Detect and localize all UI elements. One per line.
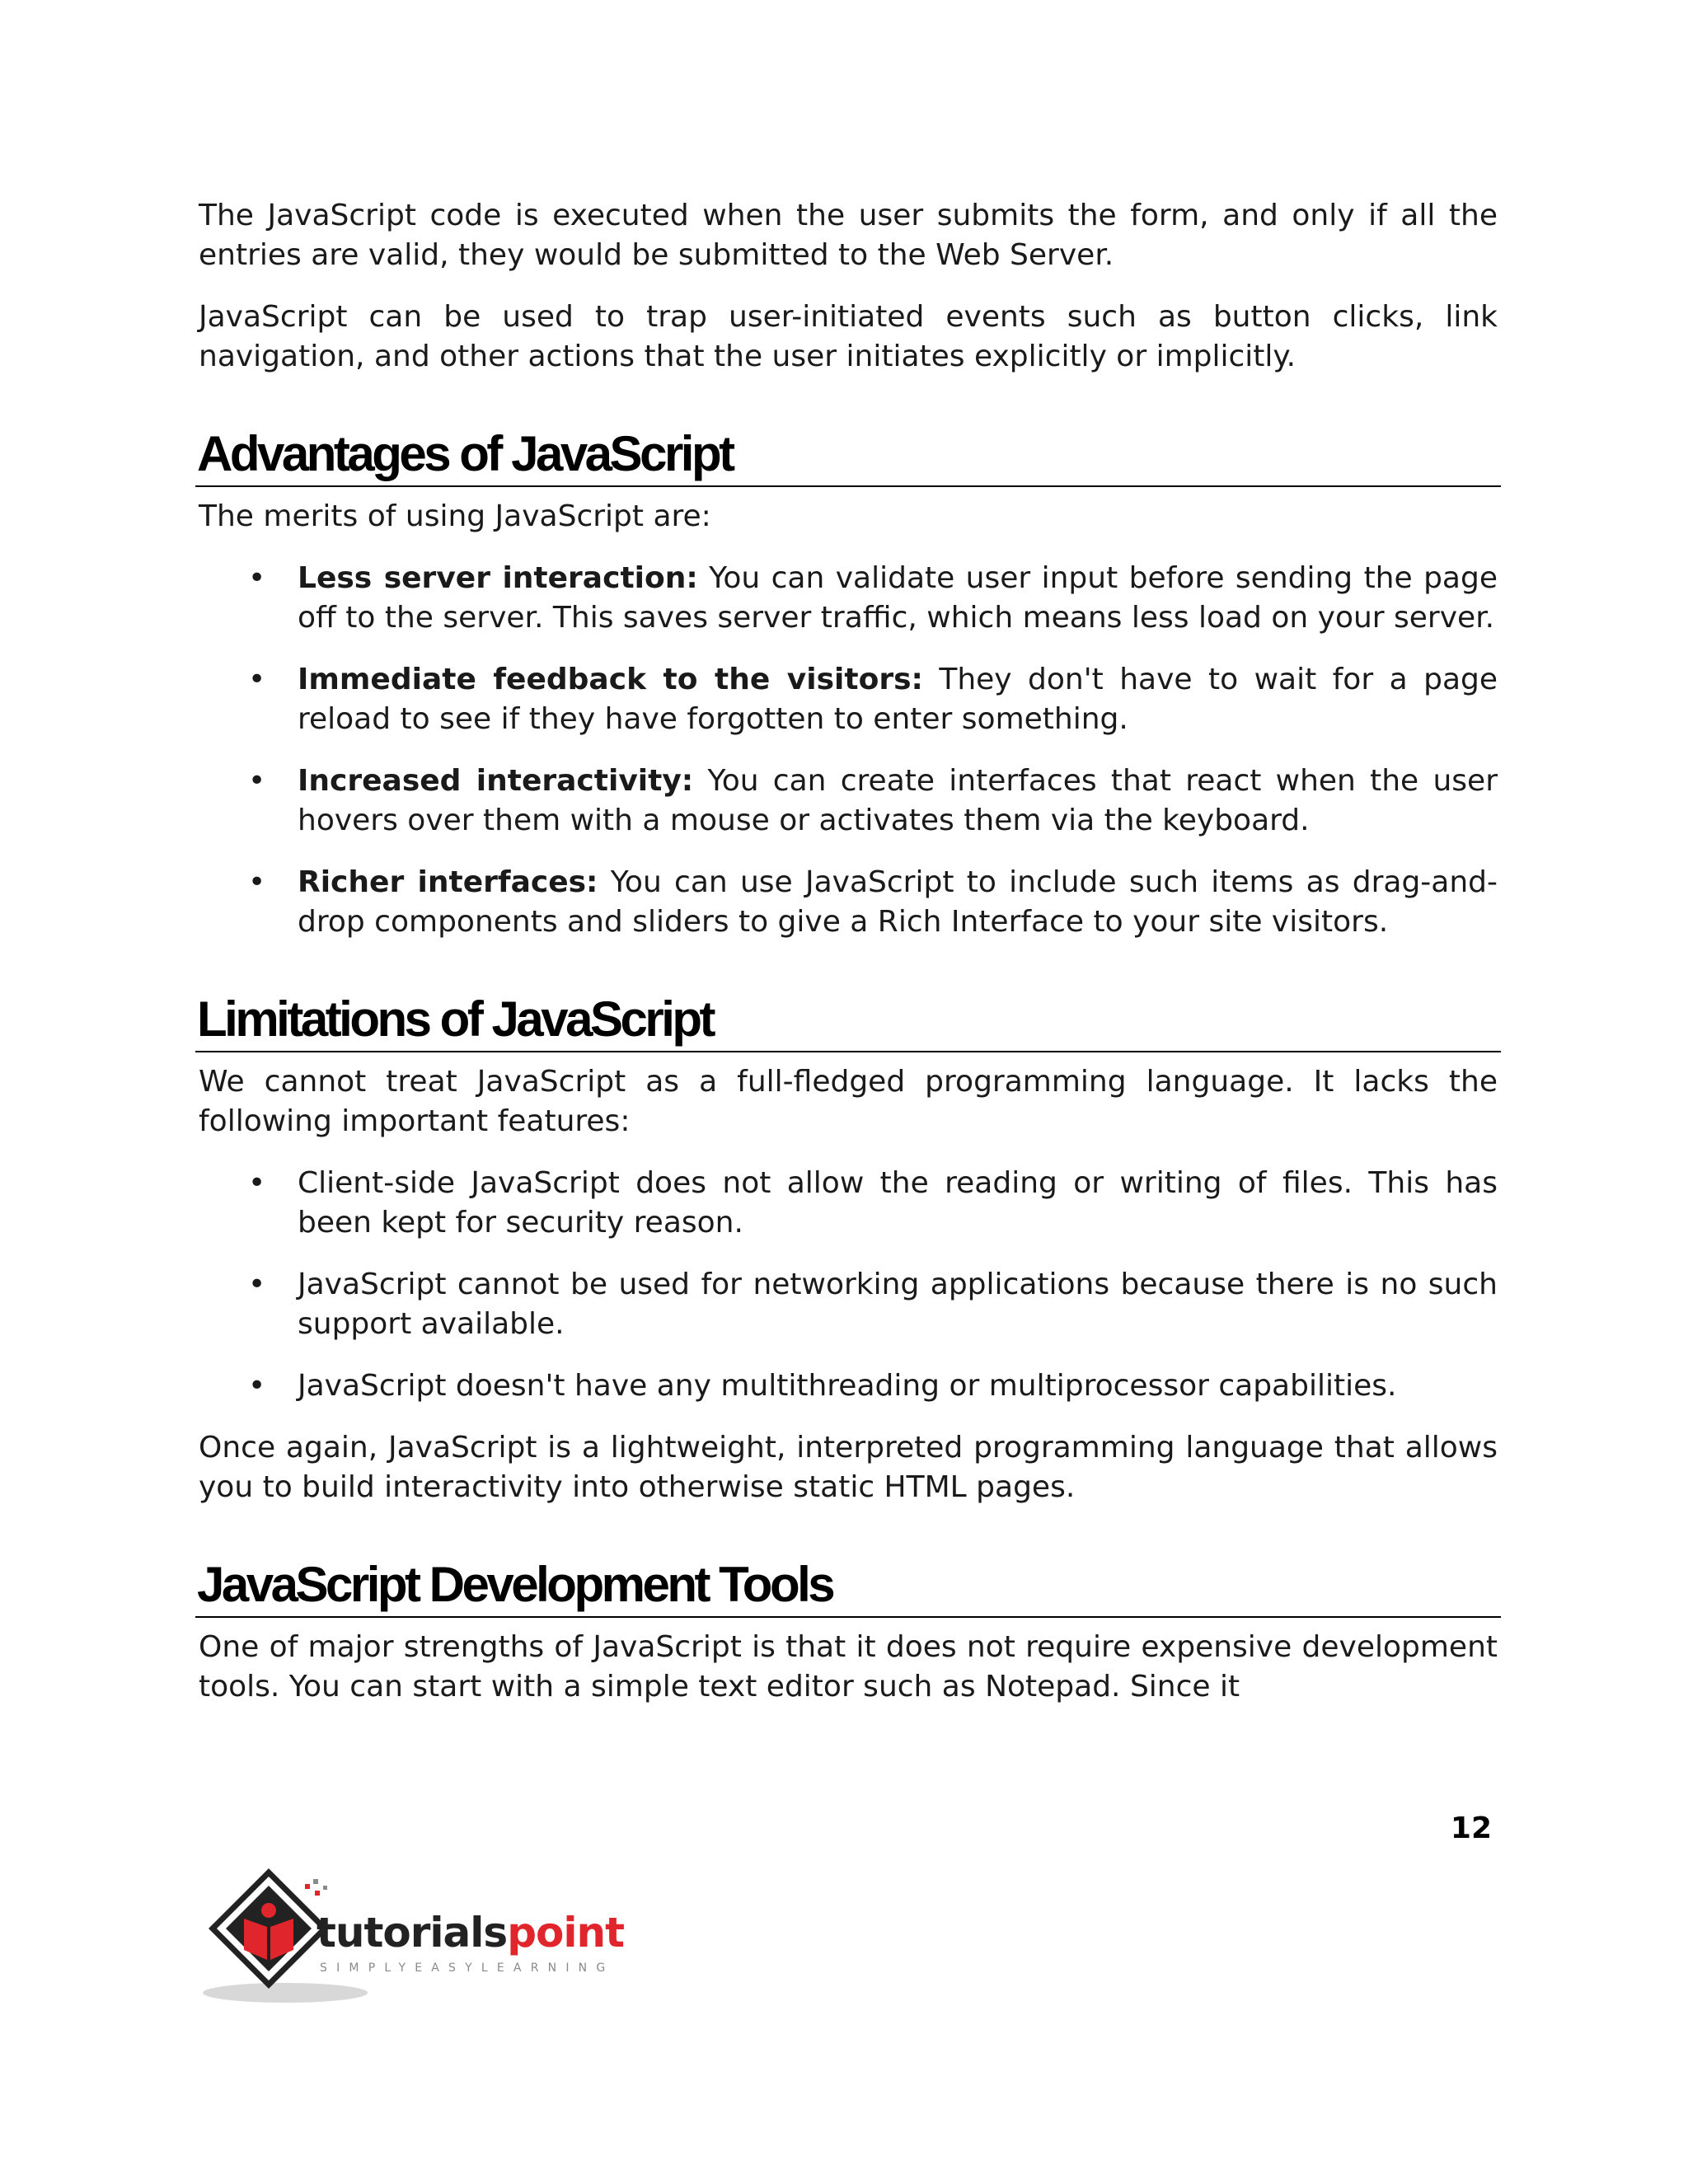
advantage-text: You can use JavaScript to include such items as drag-and-drop components and sliders to give a Rich Interface to your site visitors. xyxy=(298,865,1498,939)
advantage-text: You can create interfaces that react when the user hovers over them with a mouse or activates them via the keyboard. xyxy=(298,764,1498,837)
limitations-closing: Once again, JavaScript is a lightweight, interpreted programming language that allows you to build interactivity into otherwise static HTML pages. xyxy=(199,1431,1498,1504)
intro-paragraph-2: JavaScript can be used to trap user-initiated events such as button clicks, link navigation, and other actions that the user initiates explicitly or implicitly. xyxy=(199,300,1498,373)
list-item xyxy=(199,1265,1498,1344)
bullet-icon: • xyxy=(248,663,266,696)
logo-name-part2: point xyxy=(507,1909,624,1957)
diamond-book-icon xyxy=(213,1872,327,1985)
list-item xyxy=(199,1164,1498,1243)
advantage-term: Increased interactivity: xyxy=(298,764,694,798)
bullet-icon: • xyxy=(248,865,266,899)
bullet-icon: • xyxy=(248,1369,266,1403)
limitations-lead: We cannot treat JavaScript as a full-fledged programming language. It lacks the following important features: xyxy=(199,1065,1498,1138)
advantage-text: You can validate user input before sending the page off to the server. This saves server traffic, which means less load on your server. xyxy=(298,561,1498,635)
advantage-term: Immediate feedback to the visitors: xyxy=(298,663,923,696)
bullet-icon: • xyxy=(248,1268,266,1301)
bullet-icon: • xyxy=(248,764,266,798)
list-item xyxy=(199,660,1498,739)
advantage-term: Richer interfaces: xyxy=(298,865,598,899)
list-item xyxy=(199,559,1498,638)
list-item xyxy=(199,863,1498,942)
limitations-list xyxy=(199,1164,1498,1406)
svg-text:tutorialspoint xyxy=(316,1909,624,1957)
page-content xyxy=(199,196,1498,1707)
bullet-icon: • xyxy=(248,1166,266,1200)
tutorialspoint-logo xyxy=(195,1868,640,2008)
advantage-text: They don't have to wait for a page reload to see if they have forgotten to enter something. xyxy=(298,663,1498,736)
list-item xyxy=(199,1366,1498,1406)
advantages-heading: Advantages of JavaScript xyxy=(195,424,1501,487)
tools-lead: One of major strengths of JavaScript is that it does not require expensive development tools. You can start with a simple text editor such as Notepad. Since it xyxy=(199,1630,1498,1704)
advantages-list xyxy=(199,559,1498,942)
limitations-heading: Limitations of JavaScript xyxy=(195,990,1501,1052)
bullet-icon: • xyxy=(248,561,266,595)
logo-tagline: SIMPLYEASYLEARNING xyxy=(320,1961,615,1975)
tools-heading: JavaScript Development Tools xyxy=(195,1555,1501,1618)
logo-name-part1: tutorials xyxy=(316,1909,508,1957)
intro-paragraph-1: The JavaScript code is executed when the user submits the form, and only if all the entries are valid, they would be submitted to the Web Server. xyxy=(199,199,1498,272)
advantage-term: Less server interaction: xyxy=(298,561,698,595)
limitation-text: Client-side JavaScript does not allow the reading or writing of files. This has been kept for security reason. xyxy=(298,1166,1498,1240)
page-number: 12 xyxy=(1450,1811,1492,1845)
advantages-lead: The merits of using JavaScript are: xyxy=(199,499,711,533)
limitation-text: JavaScript cannot be used for networking applications because there is no such support available. xyxy=(298,1268,1498,1341)
list-item xyxy=(199,762,1498,841)
limitation-text: JavaScript doesn't have any multithreading or multiprocessor capabilities. xyxy=(298,1369,1397,1403)
